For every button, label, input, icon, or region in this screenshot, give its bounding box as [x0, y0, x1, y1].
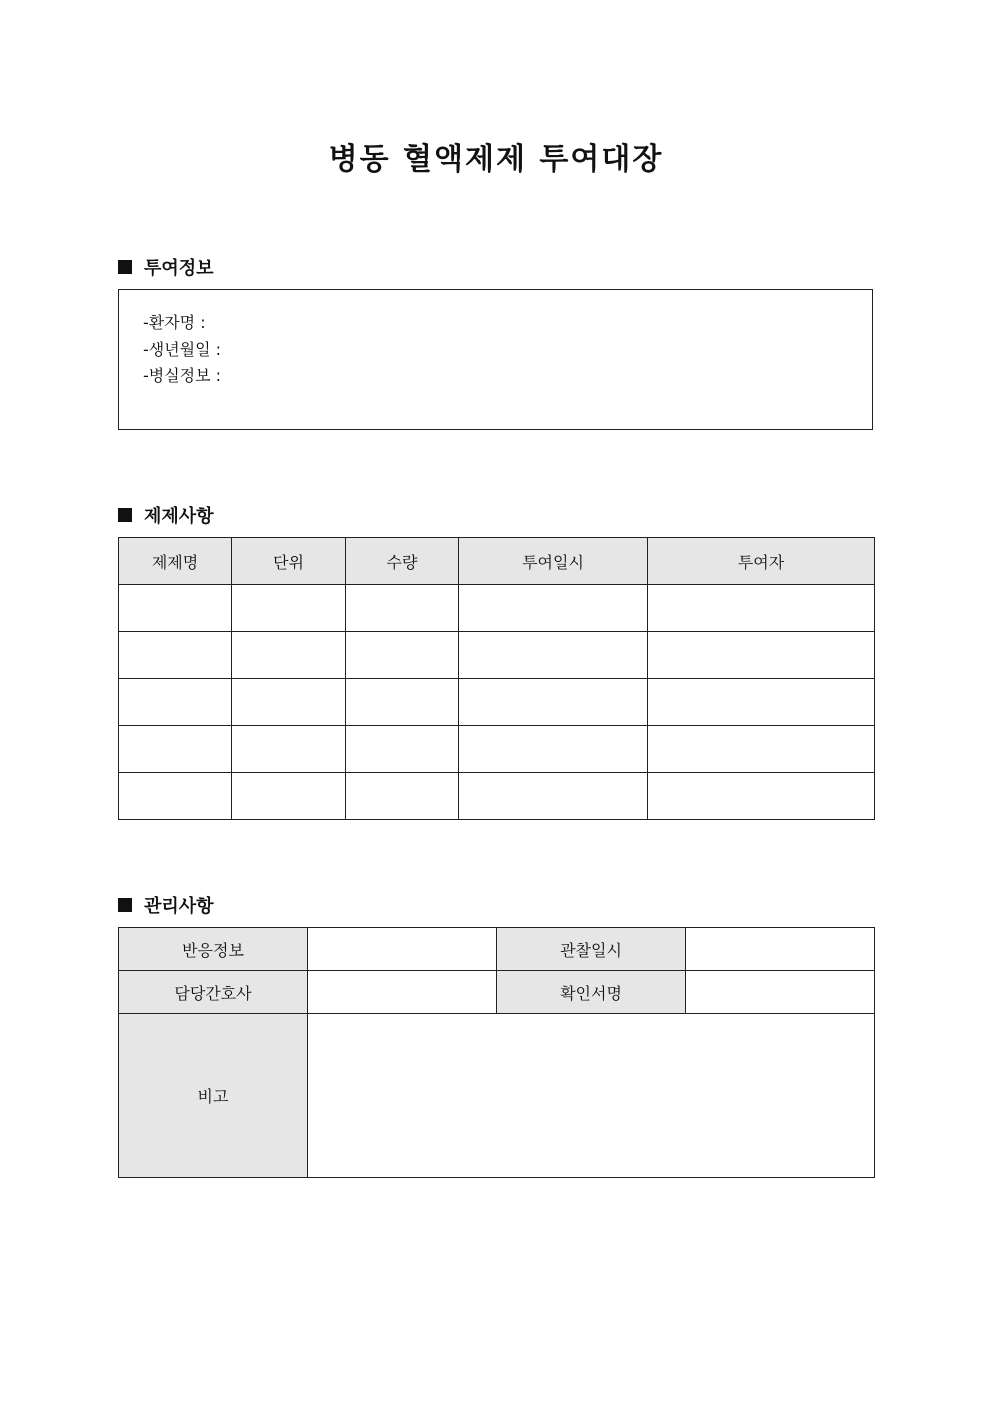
table-row	[119, 726, 875, 773]
confirm-signature-label: 확인서명	[497, 971, 686, 1014]
table-cell[interactable]	[346, 585, 459, 632]
observation-time-label: 관찰일시	[497, 928, 686, 971]
remarks-value[interactable]	[308, 1014, 875, 1178]
column-header-quantity: 수량	[346, 538, 459, 585]
table-cell[interactable]	[648, 773, 875, 820]
table-cell[interactable]	[346, 773, 459, 820]
column-header-product-name: 제제명	[119, 538, 232, 585]
table-cell[interactable]	[459, 632, 648, 679]
section-heading-label: 제제사항	[144, 506, 214, 527]
column-header-dosing-time: 투여일시	[459, 538, 648, 585]
table-cell[interactable]	[459, 679, 648, 726]
table-cell[interactable]	[119, 726, 232, 773]
section-heading-dosing-info	[118, 254, 214, 280]
table-row	[119, 585, 875, 632]
square-bullet-icon	[118, 508, 132, 522]
table-cell[interactable]	[648, 679, 875, 726]
table-cell[interactable]	[459, 726, 648, 773]
birth-date-field[interactable]: -생년월일 :	[143, 339, 222, 359]
table-cell[interactable]	[648, 632, 875, 679]
column-header-unit: 단위	[232, 538, 346, 585]
section-heading-management	[118, 892, 214, 918]
table-cell[interactable]	[232, 585, 346, 632]
column-header-administrator: 투여자	[648, 538, 875, 585]
table-cell[interactable]	[648, 726, 875, 773]
dosing-info-box	[118, 289, 873, 430]
table-cell[interactable]	[232, 726, 346, 773]
management-table	[118, 927, 875, 1178]
table-cell[interactable]	[346, 726, 459, 773]
observation-time-value[interactable]	[686, 928, 875, 971]
square-bullet-icon	[118, 260, 132, 274]
nurse-in-charge-value[interactable]	[308, 971, 497, 1014]
square-bullet-icon	[118, 898, 132, 912]
patient-name-field[interactable]: -환자명 :	[143, 313, 206, 332]
table-row	[119, 632, 875, 679]
table-cell[interactable]	[232, 679, 346, 726]
page-title: 병동 혈액제제 투여대장	[328, 142, 664, 177]
table-cell[interactable]	[119, 773, 232, 820]
table-cell[interactable]	[232, 773, 346, 820]
table-row	[119, 773, 875, 820]
room-info-field[interactable]: -병실정보 :	[143, 366, 222, 385]
section-heading-label: 투여정보	[144, 258, 214, 279]
confirm-signature-value[interactable]	[686, 971, 875, 1014]
table-cell[interactable]	[648, 585, 875, 632]
table-cell[interactable]	[119, 585, 232, 632]
table-cell[interactable]	[119, 632, 232, 679]
reaction-info-label: 반응정보	[119, 928, 308, 971]
nurse-in-charge-label: 담당간호사	[119, 971, 308, 1014]
reaction-info-value[interactable]	[308, 928, 497, 971]
section-heading-label: 관리사항	[144, 896, 214, 917]
product-items-table	[118, 537, 875, 820]
section-heading-product-items	[118, 502, 214, 528]
table-row	[119, 679, 875, 726]
table-cell[interactable]	[119, 679, 232, 726]
table-cell[interactable]	[459, 585, 648, 632]
table-cell[interactable]	[232, 632, 346, 679]
table-cell[interactable]	[346, 679, 459, 726]
table-cell[interactable]	[346, 632, 459, 679]
remarks-label: 비고	[119, 1014, 308, 1178]
table-cell[interactable]	[459, 773, 648, 820]
